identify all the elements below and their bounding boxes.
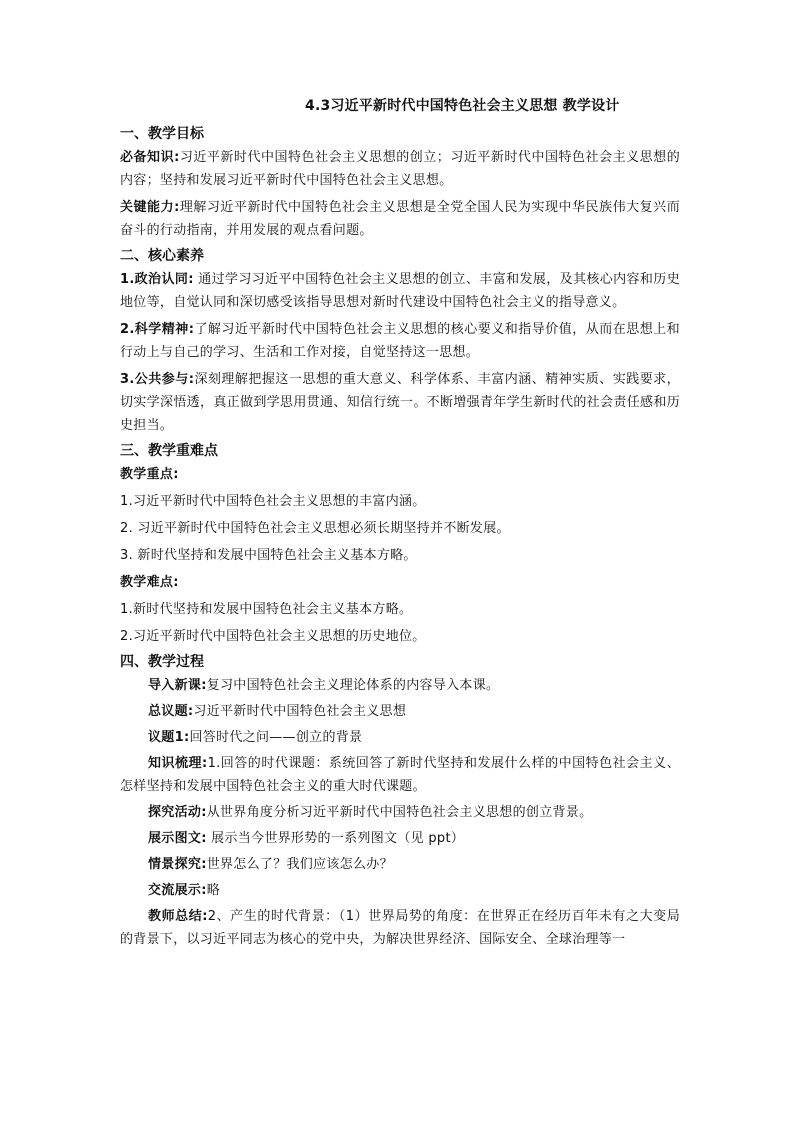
label-teaching-key [120,463,680,486]
process-text: 略 [206,883,221,898]
process-label: 导入新课: [148,678,207,693]
process-item [120,700,680,723]
list-item: 1.习近平新时代中国特色社会主义思想的丰富内涵。 [120,494,426,509]
label-scientific-spirit: 2.科学精神: [120,322,195,337]
text-scientific-spirit: 了解习近平新时代中国特色社会主义思想的核心要义和指导价值，从而在思想上和行动上与自己的学习、生活和工作对接，自觉坚持这一思想。 [120,322,680,360]
process-text: 习近平新时代中国特色社会主义思想 [193,704,407,719]
process-label: 展示图文: [148,831,207,846]
process-text: 1.回答的时代课题：系统回答了新时代坚持和发展什么样的中国特色社会主义、怎样坚持和发展中国特色社会主义的重大时代课题。 [120,756,680,794]
process-label: 教师总结: [148,909,208,924]
process-item [120,879,680,902]
process-label: 议题1: [148,730,190,745]
process-item [120,752,680,798]
label-key-ability: 关键能力: [120,200,180,215]
list-item: 3. 新时代坚持和发展中国特色社会主义基本方略。 [120,548,417,563]
process-item [120,674,680,697]
section-heading-key-difficulty: 三、教学重难点 [120,443,218,459]
label-essential-knowledge: 必备知识: [120,150,180,165]
paragraph-essential-knowledge [120,146,680,192]
paragraph-political-identity [120,268,680,314]
label-political-identity: 1.政治认同: [120,272,194,287]
label-teaching-difficulty [120,571,680,594]
list-item: 2. 习近平新时代中国特色社会主义思想必须长期坚持并不断发展。 [120,521,510,536]
label-public-participation: 3.公共参与: [120,372,195,387]
process-text: 从世界角度分析习近平新时代中国特色社会主义思想的创立背景。 [206,805,593,820]
process-text: 回答时代之问——创立的背景 [189,730,363,745]
teaching-key-label: 教学重点: [120,467,179,482]
text-political-identity: 通过学习习近平中国特色社会主义思想的创立、丰富和发展，及其核心内容和历史地位等，自觉认同和深切感受该指导思想对新时代建设中国特色社会主义的指导意义。 [120,272,680,310]
section-heading-goals: 一、教学目标 [120,126,204,142]
section-heading-process: 四、教学过程 [120,654,204,670]
paragraph-scientific-spirit [120,318,680,364]
section-heading-literacy: 二、核心素养 [120,248,204,264]
process-item [120,801,680,824]
process-label: 总议题: [148,704,194,719]
teaching-difficulty-label: 教学难点: [120,575,179,590]
text-essential-knowledge: 习近平新时代中国特色社会主义思想的创立；习近平新时代中国特色社会主义思想的内容；坚持和发展习近平新时代中国特色社会主义思想。 [120,150,681,188]
process-text: 展示当今世界形势的一系列图文（见 ppt） [206,831,465,846]
document-title: 4.3习近平新时代中国特色社会主义思想 教学设计 [305,98,620,114]
process-item [120,853,680,876]
paragraph-key-ability [120,196,680,242]
process-label: 知识梳理: [148,756,208,771]
document-page [120,96,680,954]
list-item: 2.习近平新时代中国特色社会主义思想的历史地位。 [120,629,426,644]
paragraph-public-participation [120,368,680,437]
list-item: 1.新时代坚持和发展中国特色社会主义基本方略。 [120,602,413,617]
process-item [120,905,680,951]
process-text: 2、产生的时代背景：（1）世界局势的角度：在世界正在经历百年未有之大变局的背景下，以习近平同志为核心的党中央，为解决世界经济、国际安全、全球治理等一 [120,909,681,947]
process-label: 交流展示: [148,883,207,898]
process-text: 复习中国特色社会主义理论体系的内容导入本课。 [206,678,500,693]
process-text: 世界怎么了？我们应该怎么办？ [206,857,393,872]
text-public-participation: 深刻理解把握这一思想的重大意义、科学体系、丰富内涵、精神实质、实践要求，切实学深悟透，真正做到学思用贯通、知信行统一。不断增强青年学生新时代的社会责任感和历史担当。 [120,372,680,433]
process-label: 情景探究: [148,857,207,872]
process-item [120,827,680,850]
process-item [120,726,680,749]
process-label: 探究活动: [148,805,207,820]
text-key-ability: 理解习近平新时代中国特色社会主义思想是全党全国人民为实现中华民族伟大复兴而奋斗的行动指南，并用发展的观点看问题。 [120,200,681,238]
